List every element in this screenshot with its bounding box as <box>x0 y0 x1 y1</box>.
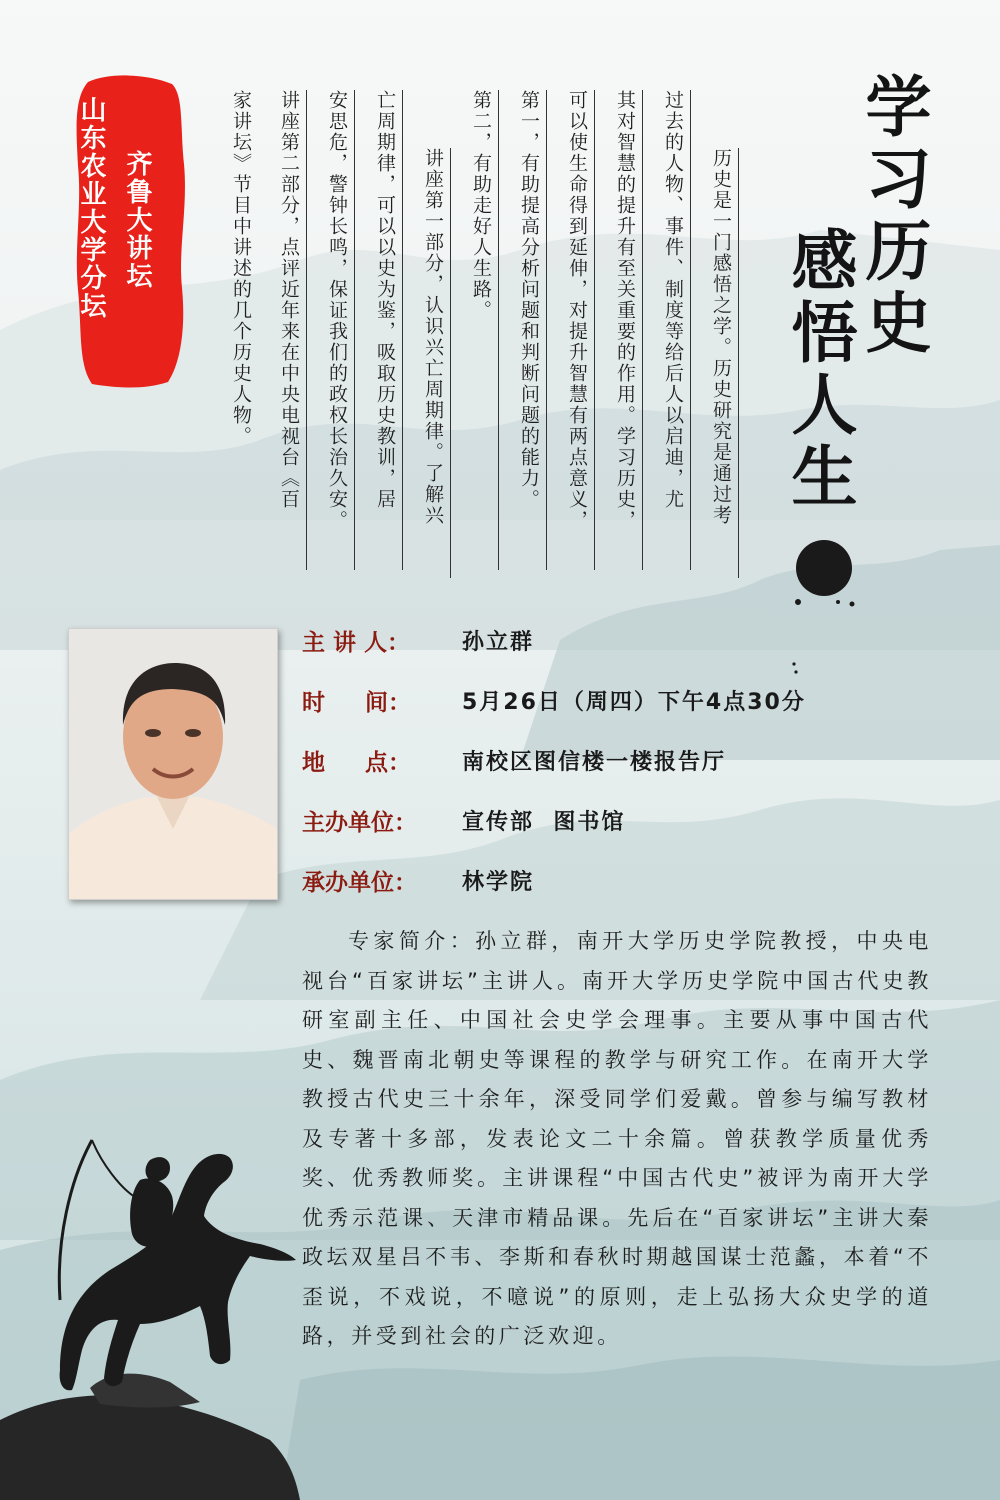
intro-line-1: 历史是一门感悟之学。历史研究是通过考 <box>708 148 739 578</box>
intro-line-5: 第一，有助提高分析问题和判断问题的能力。 <box>516 90 547 570</box>
info-host <box>302 800 625 840</box>
info-speaker <box>302 620 534 660</box>
horse-rider-silhouette <box>0 1120 300 1500</box>
host-label: 主办单位： <box>302 808 417 836</box>
intro-line-6: 第二，有助走好人生路。 <box>468 90 499 570</box>
title-line-1: 学习历史 <box>854 72 932 360</box>
host-value: 宣传部 图书馆 <box>462 809 626 835</box>
time-label: 时 间： <box>302 688 412 716</box>
intro-line-10: 讲座第二部分，点评近年来在中央电视台《百 <box>276 90 307 570</box>
time-value: 5月26日（周四）下午4点30分 <box>462 689 806 715</box>
intro-line-11: 家讲坛》节目中讲述的几个历史人物。 <box>230 90 252 447</box>
organizer-value: 林学院 <box>462 869 535 895</box>
seal-text-sdau: 山东农业大学分坛 <box>76 96 106 320</box>
title-line-2: 感悟人生 <box>780 226 858 514</box>
intro-line-9: 安思危，警钟长鸣，保证我们的政权长治久安。 <box>324 90 355 570</box>
intro-line-4: 可以使生命得到延伸，对提升智慧有两点意义， <box>564 90 595 570</box>
intro-line-2: 过去的人物、事件、制度等给后人以启迪，尤 <box>660 90 691 570</box>
place-value: 南校区图信楼一楼报告厅 <box>462 749 727 775</box>
intro-line-8: 亡周期律，可以以史为鉴，吸取历史教训，居 <box>372 90 403 570</box>
speaker-label: 主 讲 人： <box>302 628 411 656</box>
intro-line-7: 讲座第一部分，认识兴亡周期律。了解兴 <box>420 148 451 578</box>
speaker-bio: 专家简介：孙立群，南开大学历史学院教授，中央电视台“百家讲坛”主讲人。南开大学历史学院中国古代史教研室副主任、中国社会史学会理事。主要从事中国古代史、魏晋南北朝史等课程的教学与研究工作。在南开大学教授古代史三十余年，深受同学们爱戴。曾参与编写教材及专著十多部，发表论文二十余篇。曾获教学质量优秀奖、优秀教师奖。主讲课程“中国古代史”被评为南开大学优秀示范课、天津市精品课。先后在“百家讲坛”主讲大秦政坛双星吕不韦、李斯和春秋时期越国谋士范蠡，本着“不歪说，不戏说，不噫说”的原则，走上弘扬大众史学的道路，并受到社会的广泛欢迎。 <box>302 929 932 1348</box>
seal-text-qilu: 齐鲁大讲坛 <box>122 150 152 290</box>
organizer-label: 承办单位： <box>302 868 417 896</box>
speaker-portrait <box>69 629 277 899</box>
info-place <box>302 740 726 780</box>
speaker-photo <box>68 628 278 900</box>
speaker-name: 孙立群 <box>462 629 535 655</box>
intro-line-3: 其对智慧的提升有至关重要的作用。学习历史， <box>612 90 643 570</box>
info-time <box>302 680 806 720</box>
info-organizer <box>302 860 534 900</box>
place-label: 地 点： <box>302 748 412 776</box>
ink-dot <box>790 528 870 678</box>
